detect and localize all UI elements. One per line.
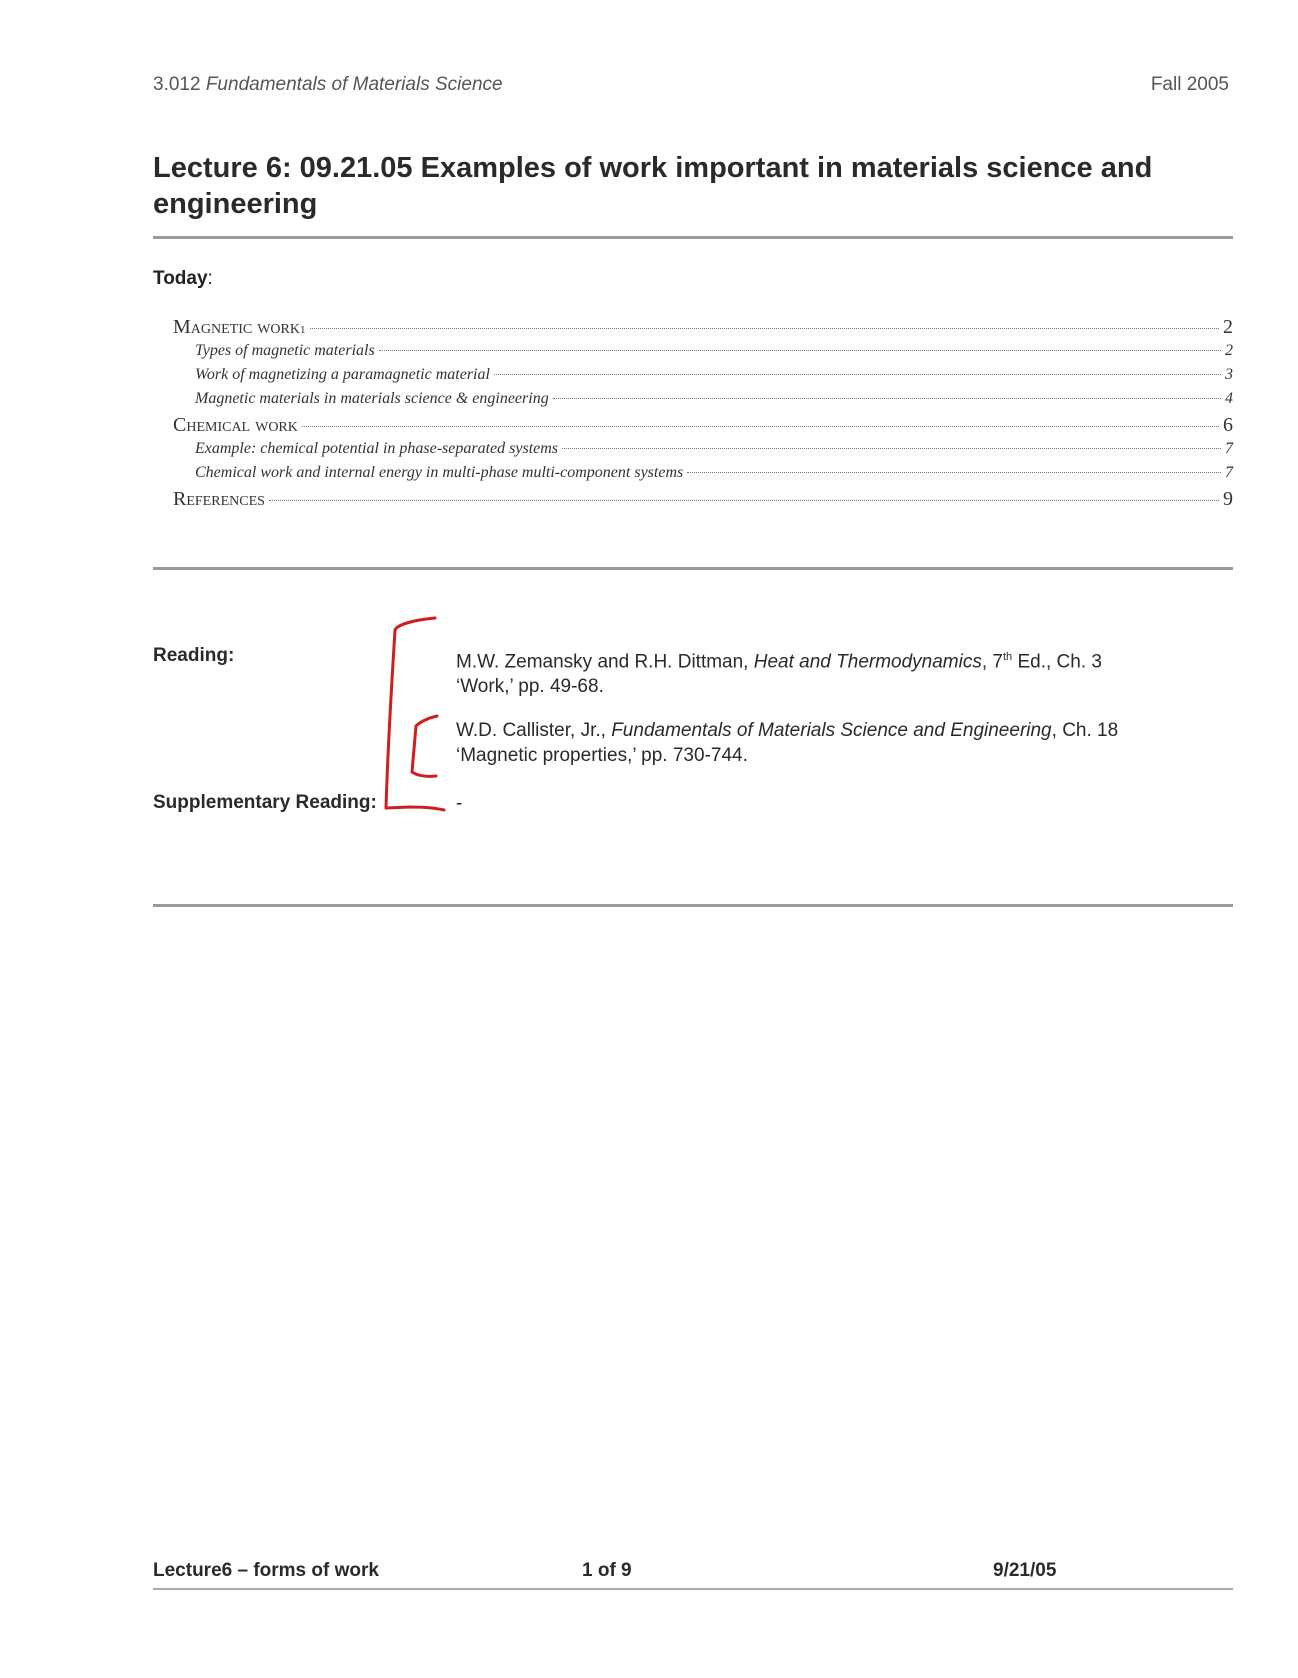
footer-divider bbox=[153, 1588, 1233, 1590]
toc-entry-title: References bbox=[173, 488, 265, 510]
supplementary-reading-value: - bbox=[456, 793, 463, 814]
toc-entry-title: Chemical work bbox=[173, 414, 298, 436]
term-label: Fall 2005 bbox=[1150, 74, 1229, 95]
reading-reference-2: W.D. Callister, Jr., Fundamentals of Materials Science and Engineering, Ch. 18 ‘Magnetic properties,’ pp. 730-744. bbox=[456, 720, 1119, 766]
supplementary-reading-label: Supplementary Reading: bbox=[153, 792, 377, 813]
toc-page-number: 7 bbox=[1225, 464, 1233, 481]
toc-entry-title: Example: chemical potential in phase-separated systems bbox=[195, 440, 559, 457]
toc-page-number: 7 bbox=[1225, 440, 1233, 457]
reading-reference-1: M.W. Zemansky and R.H. Dittman, Heat and Thermodynamics, 7th Ed., Ch. 3 ‘Work,’ pp. 49-68. bbox=[456, 651, 1102, 698]
today-label: Today: bbox=[153, 268, 213, 289]
toc-entry-title: Work of magnetizing a paramagnetic material bbox=[195, 366, 490, 383]
toc-footnote-marker: 1 bbox=[300, 324, 306, 336]
course-name: Fundamentals of Materials Science bbox=[205, 74, 503, 95]
toc-page-number: 4 bbox=[1225, 390, 1233, 407]
toc-page-number: 6 bbox=[1223, 414, 1233, 436]
course-number: 3.012 bbox=[153, 74, 206, 95]
toc-page-number: 9 bbox=[1223, 488, 1233, 510]
toc-page-number: 2 bbox=[1223, 316, 1233, 338]
footer-page-number: 1 of 9 bbox=[582, 1560, 632, 1581]
toc-page-number: 3 bbox=[1225, 366, 1233, 383]
toc-page-number: 2 bbox=[1225, 342, 1233, 359]
lecture-title: Lecture 6: 09.21.05 Examples of work important in materials science and engineering bbox=[153, 152, 1153, 220]
footer-date: 9/21/05 bbox=[993, 1560, 1057, 1581]
footer-lecture-name: Lecture6 – forms of work bbox=[153, 1560, 379, 1581]
toc-entry-title: Magnetic materials in materials science & engineering bbox=[195, 390, 549, 407]
toc-entry-title: Chemical work and internal energy in multi-phase multi-component systems bbox=[195, 464, 684, 481]
toc-entry-title: Types of magnetic materials bbox=[195, 342, 375, 359]
toc-entry-title: Magnetic work bbox=[173, 316, 300, 338]
reading-label: Reading: bbox=[153, 645, 235, 666]
